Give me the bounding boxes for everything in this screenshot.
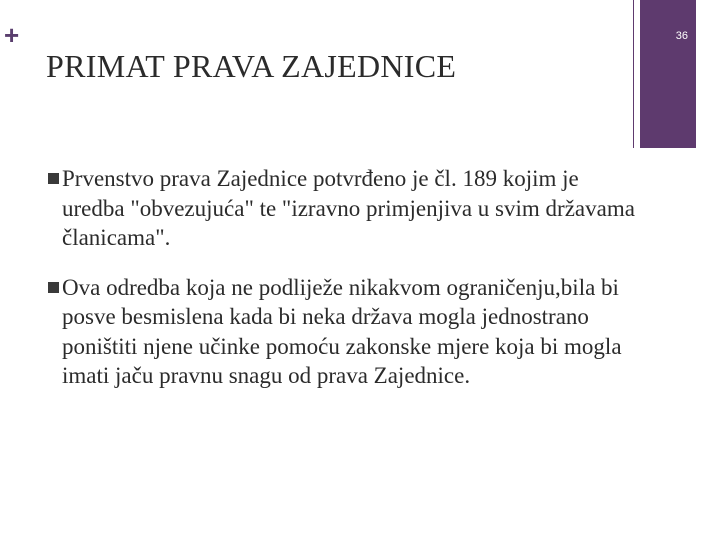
bullet-text: Prvenstvo prava Zajednice potvrđeno je čl. 189 kojim je uredba "obvezujuća" te "izravno primjenjiva u svim državama članicama". — [62, 166, 635, 250]
slide-number: 36 — [675, 30, 688, 42]
bullet-item — [46, 273, 636, 391]
bullet-item — [46, 164, 636, 253]
plus-icon: + — [4, 20, 20, 50]
square-bullet-icon — [48, 173, 59, 184]
accent-sidebar — [640, 0, 696, 148]
bullet-list — [46, 164, 636, 411]
slide-title: PRIMAT PRAVA ZAJEDNICE — [46, 48, 457, 84]
accent-divider-line — [633, 0, 634, 148]
bullet-text: Ova odredba koja ne podliježe nikakvom ograničenju,bila bi posve besmislena kada bi neka država mogla jednostrano poništiti njene učinke pomoću zakonske mjere koja bi mogla imati jaču pravnu snagu od prava Zajednice. — [62, 274, 622, 388]
square-bullet-icon — [48, 282, 59, 293]
